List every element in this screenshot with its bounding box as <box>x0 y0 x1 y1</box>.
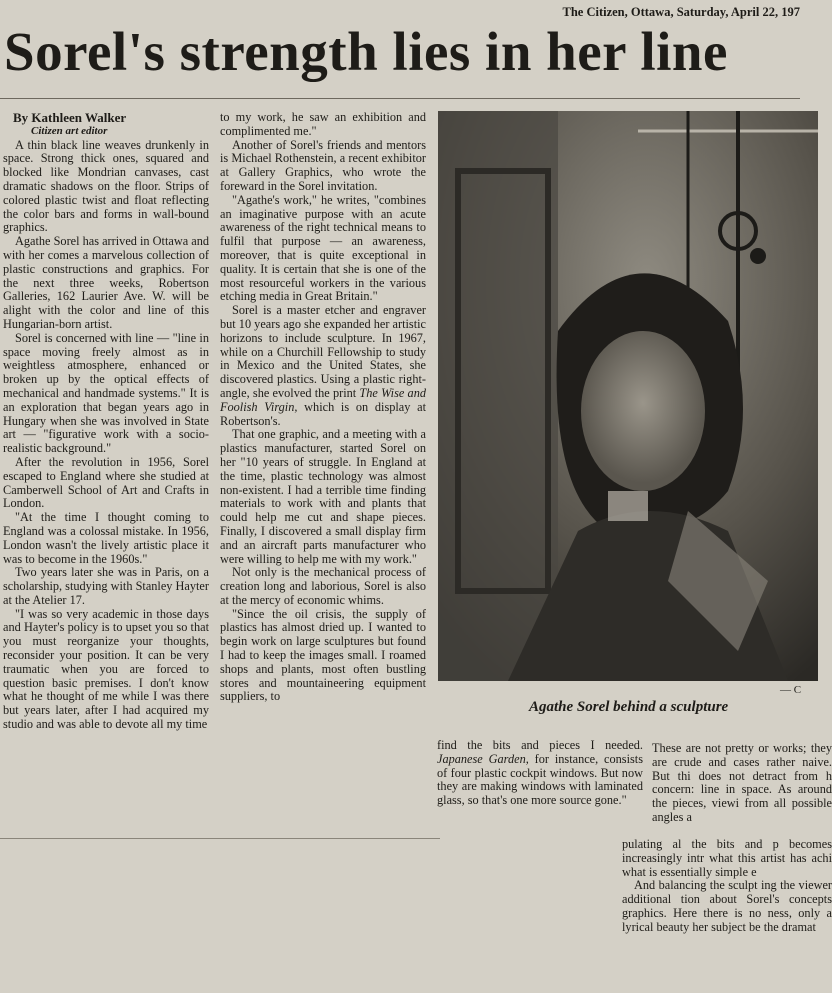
byline: By Kathleen Walker <box>13 110 127 125</box>
byline-title: Citizen art editor <box>31 124 108 137</box>
text-run: find the bits and pieces I needed. <box>437 738 643 752</box>
headline-rule <box>0 98 800 99</box>
headline: Sorel's strength lies in her line <box>4 21 728 82</box>
paragraph: After the revolution in 1956, Sorel escaped to England where she studied at Camberwell School of Art and Crafts in London. <box>3 454 209 511</box>
paragraph: Agathe Sorel has arrived in Ottawa and with her comes a marvelous collection of plastic constructions and graphics. For the next three weeks, Robertson Galleries, 162 Laurier Ave. W. will be alight with the color and line of this Hungarian-born artist. <box>3 234 209 331</box>
artwork-title: The Wise and Foolish Virgin, <box>220 385 426 414</box>
dateline: The Citizen, Ottawa, Saturday, April 22, 197 <box>562 5 800 19</box>
article-column-3 <box>437 739 643 808</box>
text-run: for instance, consists of four plastic cockpit windows. But now they are making windows with laminated glass, so that's one more source gone." <box>437 751 643 808</box>
paragraph: "At the time I thought coming to England was a colossal mistake. In 1956, London wasn't the lively artistic place it was to become in the 1960s." <box>3 510 209 566</box>
text-run: Sorel is a master etcher and engraver but 10 years ago she expanded her artistic horizons to include sculpture. In 1967, while on a Churchill Fellowship to study in Mexico and the United States, she discovered plastics. Using a plastic right-angle, she evolved the print <box>220 303 426 400</box>
artwork-title: Japanese Garden, <box>437 751 529 766</box>
paragraph: "Since the oil crisis, the supply of plastics has almost dried up. I wanted to begin work on large sculptures but found I had to keep the images small. I roamed shops and plants, most often bustling stores and mountaineering equipment suppliers, to <box>220 606 426 704</box>
paragraph: to my work, he saw an exhibition and complimented me." <box>220 110 426 138</box>
paragraph: That one graphic, and a meeting with a plastics manufacturer, started Sorel on her "10 years of struggle. In England at the time, plastic technology was almost non-existent. I had a terrible time finding materials to work with and plants that could help me cut and shape pieces. Finally, I discovered a small display firm and an aircraft parts manufacturer who were willing to help me with my work." <box>220 427 426 566</box>
paragraph: These are not pretty or works; they are crude and cases rather naive. But thi does not detract from h concern: line in space. As around the pieces, viewi from all possible angles a <box>652 741 832 824</box>
paragraph: Not only is the mechanical process of creation long and laborious, Sorel is also at the mercy of economic whims. <box>220 565 426 607</box>
photo-caption: Agathe Sorel behind a sculpture <box>529 699 729 715</box>
photo-image <box>438 111 818 681</box>
text-run: which is on display at Robertson's. <box>220 399 426 428</box>
article-column-5 <box>622 838 832 935</box>
paragraph <box>437 739 643 808</box>
paragraph: "I was so very academic in those days and Hayter's policy is to upset you so that you must reorganize your thoughts, reconsider your position. It can be very traumatic when you are forced to question basic premises. I don't know what he thought of me while I was there but years later, after I had acquired my studio and was able to devote all my time <box>3 606 209 732</box>
article-column-4 <box>652 742 832 825</box>
paragraph: Sorel is concerned with line — "line in space moving freely almost as in weightless atmosphere, enhanced or broken up by the optical effects of mechanical and handmade systems." It is an exploration that began years ago in Hungary when she was involved in State art — "figurative work with a socio-realistic background." <box>3 330 209 456</box>
paragraph: "Agathe's work," he writes, "combines an imaginative purpose with an acute awareness of the right technical means to fulfil that purpose — an awareness, moreover, that is quite exceptional in quality. It is certain that she is one of the most resourceful workers in the various etching media in Great Britain." <box>220 192 426 304</box>
paragraph: Two years later she was in Paris, on a scholarship, studying with Stanley Hayter at the Atelier 17. <box>3 565 209 607</box>
article-column-1 <box>3 111 209 732</box>
article-column-2 <box>220 111 426 704</box>
paragraph: pulating al the bits and p becomes increasingly intr what this artist has achi what is essentially simple e <box>622 837 832 879</box>
paragraph: And balancing the sculpt ing the viewer additional tion about Sorel's concepts graphics. Here there is no ness, only a lyrical beauty her subject be the dramat <box>622 878 832 934</box>
page-cut-edge <box>0 838 440 839</box>
paragraph: A thin black line weaves drunkenly in space. Strong thick ones, squared and blocked like Mondrian canvases, cast dramatic shadows on the floor. Strips of colored plastic twist and float reflecting the color bars and forms in wall-bound graphics. <box>3 137 209 235</box>
paragraph: Another of Sorel's friends and mentors is Michael Rothenstein, a recent exhibitor at Gallery Graphics, who wrote the foreward in the Sorel invitation. <box>220 137 426 193</box>
paragraph <box>220 304 426 428</box>
photo-credit: — C <box>780 684 802 696</box>
photo-agathe-sorel <box>438 111 818 681</box>
